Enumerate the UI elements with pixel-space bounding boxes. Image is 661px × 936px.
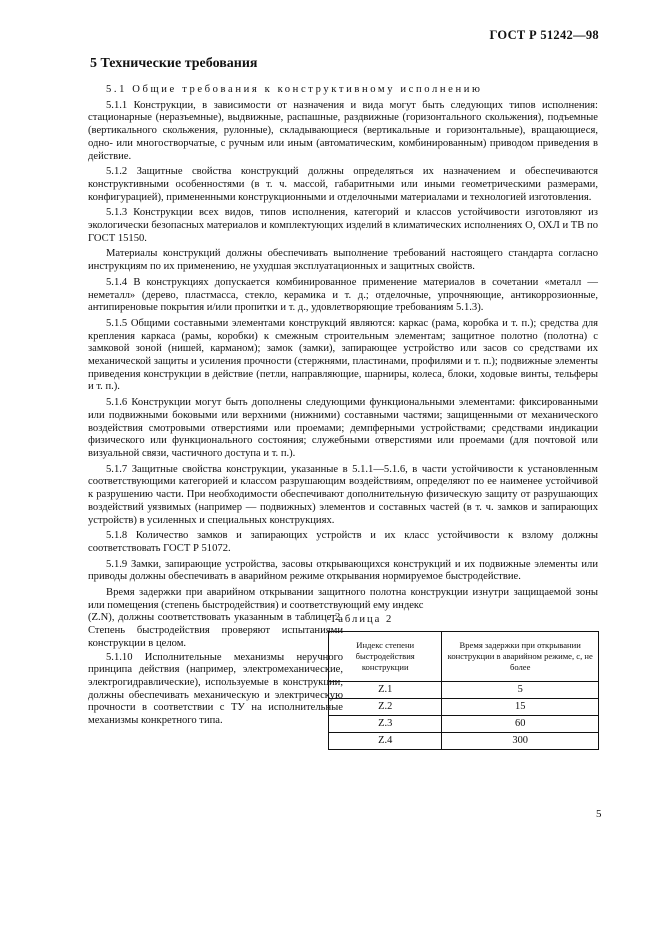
paragraph-delay-continued: (Z.N), должны соответствовать указанным в таблице 2. Степень быстродействия проверяют испытаниями конструкции в целом. <box>88 612 343 649</box>
paragraph-delay-intro: Время задержки при аварийном открывании защитного полотна конструкции изнутри защищаемой зоны или помещения (степень быстродействия) и соответствующий ему индекс <box>88 587 598 611</box>
table-region <box>88 612 598 746</box>
header-delay: Время задержки при открывании конструкции в аварийном режиме, с, не более <box>442 632 599 682</box>
document-body <box>88 84 598 746</box>
cell-index: Z.1 <box>329 682 442 699</box>
left-column <box>88 612 343 727</box>
cell-index: Z.2 <box>329 699 442 716</box>
speed-table <box>328 631 599 750</box>
paragraph-5-1-10: 5.1.10 Исполнительные механизмы неручного принципа действия (например, электромеханические, электрогидравлические), используемые в конструкции, должны обеспечивать механическую и электрическую прочности в соответствии с ТУ на исполнительные механизмы конкретного типа. <box>88 651 343 727</box>
paragraph-5-1-8: 5.1.8 Количество замков и запирающих устройств и их класс устойчивости к взлому должны соответствовать ГОСТ Р 51072. <box>88 530 598 554</box>
subsection-heading: 5.1 Общие требования к конструктивному исполнению <box>106 84 483 95</box>
header-index: Индекс степени быстродействия конструкции <box>329 632 442 682</box>
paragraph-5-1-9: 5.1.9 Замки, запирающие устройства, засовы открывающихся конструкций и их подвижные элементы или приводы должны обеспечивать в аварийном режиме открывания нормируемое быстродействие. <box>88 558 598 583</box>
cell-delay: 15 <box>442 699 599 716</box>
table-caption: Таблица 2 <box>330 614 394 626</box>
table-row <box>329 733 599 750</box>
cell-delay: 300 <box>442 733 599 750</box>
table-row <box>329 716 599 733</box>
paragraph-materials: Материалы конструкций должны обеспечивать выполнение требований настоящего стандарта согласно инструкциям по их применению, не ухудшая эксплуатационных и защитных свойств. <box>88 248 598 273</box>
paragraph-5-1-7: 5.1.7 Защитные свойства конструкции, указанные в 5.1.1—5.1.6, в части устойчивости к установленным соответствующими категорией и классом разрушающим воздействиям, определяют по ее наименее устойчивой к разрушению части. При необходимости обеспечивают дополнительную физическую защиту от разрушающих воздействий уязвимых (например — подвижных) элементов и составных частей (в т. ч. замков и запирающих устройств) в усиленных и специальных конструкциях. <box>88 463 598 526</box>
paragraph-5-1-2: 5.1.2 Защитные свойства конструкций должны определяться их назначением и обеспечиваются конструктивными особенностями (в т. ч. массой, габаритными или иными геометрическими размерами, конфигурацией), примененными конструкционными и отделочными материалами и технологией изготовления. <box>88 166 598 203</box>
table-header-row <box>329 632 599 682</box>
paragraph-5-1-3: 5.1.3 Конструкции всех видов, типов исполнения, категорий и классов устойчивости изготовляют из экологически безопасных материалов и комплектующих изделий в климатических исполнениях О, ОХЛ и ТВ по ГОСТ 15150. <box>88 207 598 244</box>
table-row <box>329 699 599 716</box>
paragraph-5-1-5: 5.1.5 Общими составными элементами конструкций являются: каркас (рама, коробка и т. п.); средства для крепления каркаса (рамы, коробки) к смежным строительным элементам; защитное полотно (полотна) с замковой зоной (нишей, карманом); замок (замки), запирающее устройство или засов со средствами их механической защиты и усиления прочности (стержнями, пластинами, профилями и т. п.); подвижные элементы приведения конструкции в действие (петли, направляющие, шарниры, колеса, блоки, ходовые винты, тельферы и т. п.). <box>88 317 598 393</box>
table-row <box>329 682 599 699</box>
cell-index: Z.3 <box>329 716 442 733</box>
paragraph-5-1-1: 5.1.1 Конструкции, в зависимости от назначения и вида могут быть следующих типов исполнения: стационарные (неразъемные), выдвижные, распашные, раздвижные (горизонтального скольжения), подъемные (вертикального скольжения, рулонные), складывающиеся (вертикальные и горизонтальные), вращающиеся, одно- или многостворчатые, с ручным или иным (автоматическим, комбинированным) приводом приведения в действие. <box>88 99 598 162</box>
cell-delay: 5 <box>442 682 599 699</box>
paragraph-5-1-4: 5.1.4 В конструкциях допускается комбинированное применение материалов в сочетании «металл — неметалл» (дерево, пластмасса, стекло, керамика и т. д.; отделочные, упрочняющие, антикоррозионные, антипиреновые покрытия и/или пропитки и т. д., удовлетворяющие требованиям 5.1.3). <box>88 276 598 314</box>
table-2-block <box>328 612 599 750</box>
cell-index: Z.4 <box>329 733 442 750</box>
document-standard-header: ГОСТ Р 51242—98 <box>489 28 599 42</box>
section-title: 5 Технические требования <box>90 56 258 71</box>
paragraph-5-1-6: 5.1.6 Конструкции могут быть дополнены следующими функциональными элементами: фиксированными или подвижными боковыми или верхними (нижними) составными частями; защищенными от механического воздействия смотровыми отверстиями или проемами; демпферными устройствами; средствами индикации физического или функционального состояния; служебными отверстиями или проемами (для почтовой или визуальной связи, частичного доступа и т. п.). <box>88 397 598 459</box>
page-number: 5 <box>596 808 602 820</box>
cell-delay: 60 <box>442 716 599 733</box>
